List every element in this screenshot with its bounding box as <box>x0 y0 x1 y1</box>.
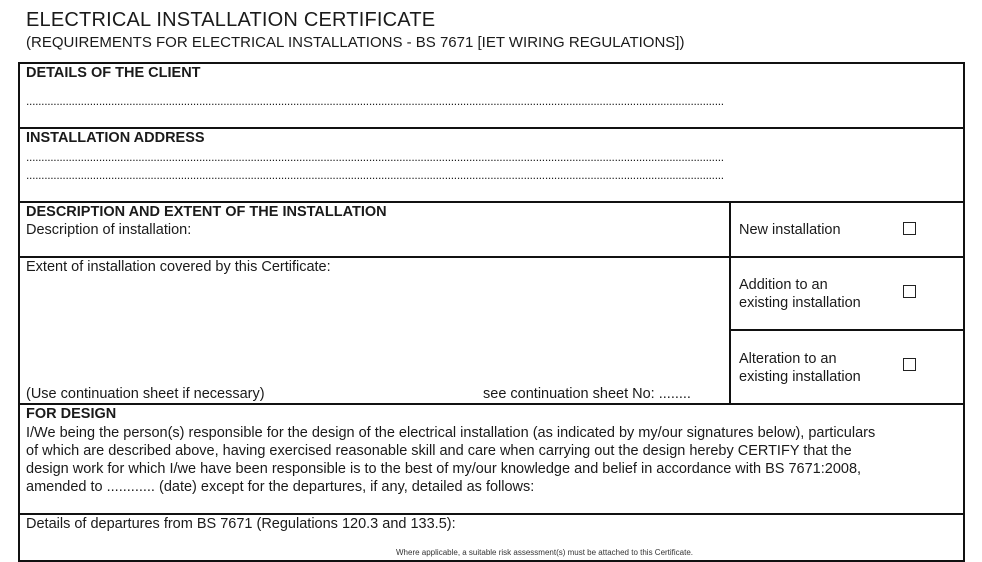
address-line-2-field[interactable]: ...................................................................................................................................................................................................................................... <box>26 168 724 182</box>
divider-options-column <box>729 201 731 405</box>
divider-client-address <box>18 127 965 129</box>
divider-extent-design <box>18 403 965 405</box>
description-label: Description of installation: <box>26 222 192 238</box>
client-name-field[interactable]: ...................................................................................................................................................................................................................................... <box>26 94 724 108</box>
continuation-note: (Use continuation sheet if necessary) <box>26 386 265 402</box>
divider-addition-alteration <box>731 329 965 331</box>
certificate-title: ELECTRICAL INSTALLATION CERTIFICATE <box>26 9 436 31</box>
design-statement-line2: of which are described above, having exercised reasonable skill and care when carrying out the design hereby CERTIFY that the <box>26 443 852 459</box>
addition-label-line2: existing installation <box>739 295 861 311</box>
description-heading: DESCRIPTION AND EXTENT OF THE INSTALLATION <box>26 204 387 220</box>
alteration-label-line1: Alteration to an <box>739 351 837 367</box>
address-line-1-field[interactable]: ...................................................................................................................................................................................................................................... <box>26 150 724 164</box>
new-installation-label: New installation <box>739 222 841 238</box>
departures-label: Details of departures from BS 7671 (Regulations 120.3 and 133.5): <box>26 516 456 532</box>
new-installation-checkbox[interactable] <box>903 222 916 235</box>
address-heading: INSTALLATION ADDRESS <box>26 130 205 146</box>
addition-label-line1: Addition to an <box>739 277 828 293</box>
risk-assessment-footnote: Where applicable, a suitable risk assessment(s) must be attached to this Certificate. <box>396 548 694 557</box>
alteration-label-line2: existing installation <box>739 369 861 385</box>
continuation-sheet-field[interactable]: see continuation sheet No: ........ <box>483 386 691 402</box>
design-statement-line4: amended to ............ (date) except for the departures, if any, detailed as follows: <box>26 479 535 495</box>
addition-checkbox[interactable] <box>903 285 916 298</box>
divider-description-extent <box>18 256 965 258</box>
divider-design-departures <box>18 513 965 515</box>
divider-address-description <box>18 201 965 203</box>
design-statement-line1: I/We being the person(s) responsible for the design of the electrical installation (as indicated by my/our signatures below), particulars <box>26 425 876 441</box>
design-statement-line3: design work for which I/we have been responsible is to the best of my/our knowledge and belief in accordance with BS 7671:2008, <box>26 461 862 477</box>
certificate-subtitle: (REQUIREMENTS FOR ELECTRICAL INSTALLATIONS - BS 7671 [IET WIRING REGULATIONS]) <box>26 34 685 51</box>
client-heading: DETAILS OF THE CLIENT <box>26 65 201 81</box>
extent-label: Extent of installation covered by this Certificate: <box>26 259 331 275</box>
design-heading: FOR DESIGN <box>26 406 117 422</box>
alteration-checkbox[interactable] <box>903 358 916 371</box>
